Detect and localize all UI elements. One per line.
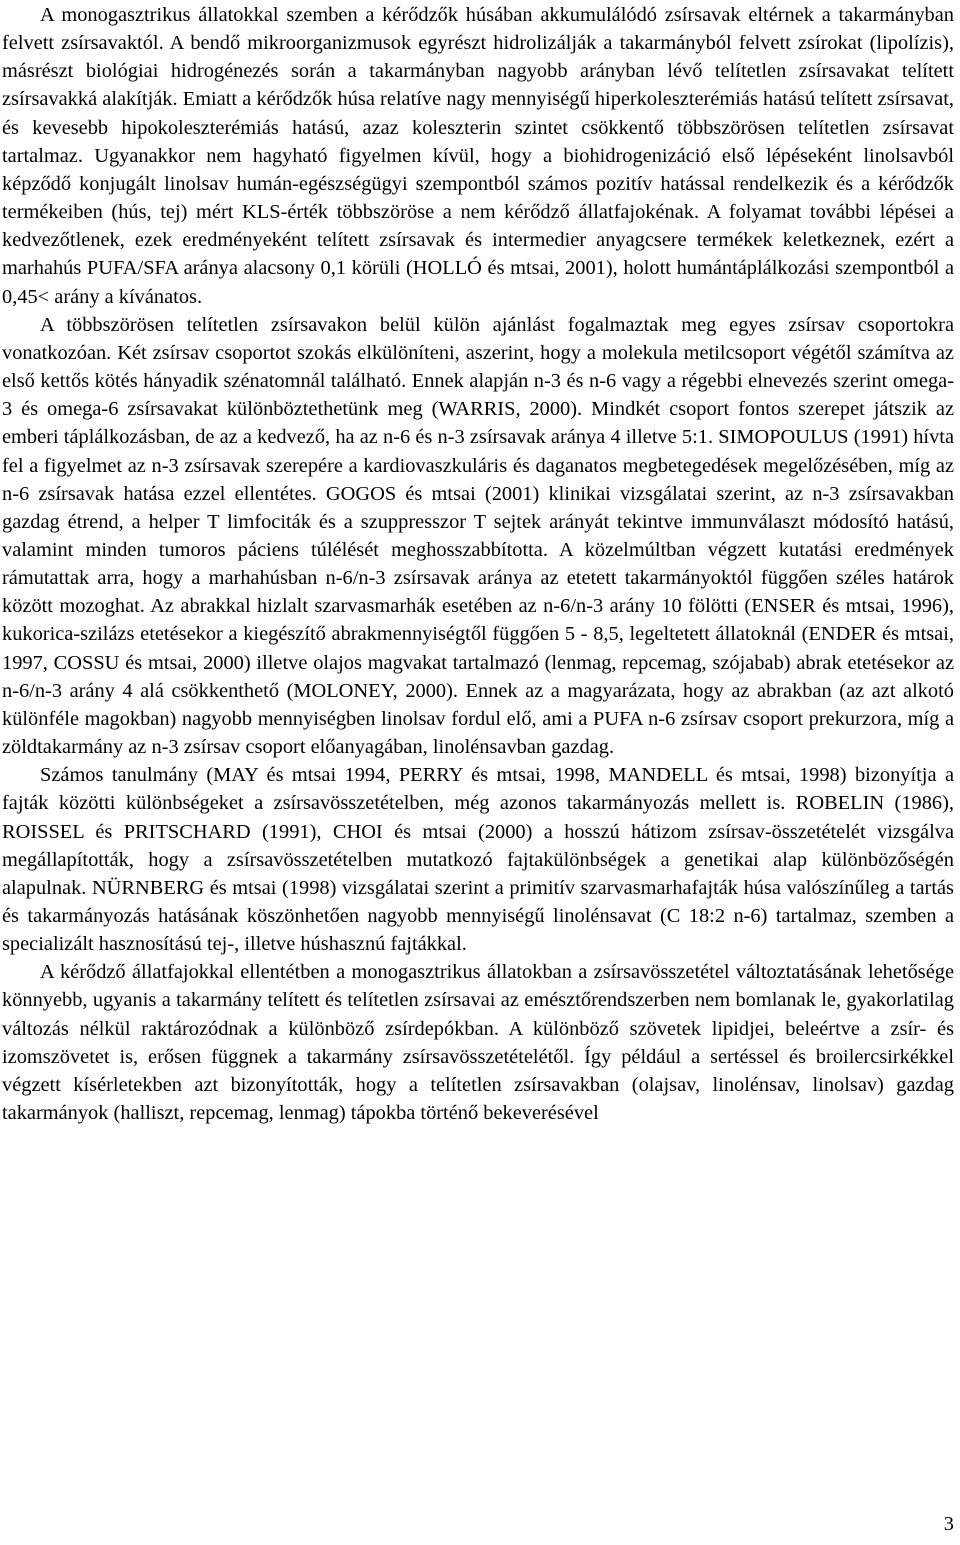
paragraph-breed-differences: Számos tanulmány (MAY és mtsai 1994, PERRY és mtsai, 1998, MANDELL és mtsai, 1998) bizonyítja a fajták közötti különbségeket a zsírsavösszetételben, még azonos takarmányozás mellett is. ROBELIN (1986), ROISSEL és PRITSCHARD (1991), CHOI és mtsai (2000) a hosszú hátizom zsírsav-összetételét vizsgálva megállapították, hogy a zsírsavösszetételben mutatkozó fajtakülönbségek a genetikai alap különbözőségén alapulnak. NÜRNBERG és mtsai (1998) vizsgálatai szerint a primitív szarvasmarhafajták húsa valószínűleg a tartás és takarmányozás hatásának köszönhetően nagyobb mennyiségű linolénsavat (C 18:2 n-6) tartalmaz, szemben a specializált hasznosítású tej-, illetve húshasznú fajtákkal. — [2, 764, 954, 956]
paragraph-polyunsaturated-fatty-acids: A többszörösen telítetlen zsírsavakon belül külön ajánlást fogalmaztak meg egyes zsírsav csoportokra vonatkozóan. Két zsírsav csoportot szokás elkülöníteni, aszerint, hogy a molekula metilcsoport végétől számítva az első kettős kötés hányadik szénatomnál található. Ennek alapján n-3 és n-6 vagy a régebbi elnevezés szerint omega-3 és omega-6 zsírsavakat különböztethetünk meg (WARRIS, 2000). Mindkét csoport fontos szerepet játszik az emberi táplálkozásban, de az a kedvező, ha az n-6 és n-3 zsírsavak aránya 4 illetve 5:1. SIMOPOULUS (1991) hívta fel a figyelmet az n-3 zsírsavak szerepére a kardiovaszkuláris és daganatos megbetegedések megelőzésében, míg az n-6 zsírsavak hatása ezzel ellentétes. GOGOS és mtsai (2001) klinikai vizsgálatai szerint, az n-3 zsírsavakban gazdag étrend, a helper T limfociták és a szuppresszor T sejtek arányát tekintve immunválaszt módosító hatású, valamint minden tumoros páciens túlélését meghosszabbította. A közelmúltban végzett kutatási eredmények rámutattak arra, hogy a marhahúsban n-6/n-3 zsírsavak aránya az etetett takarmányoktól függően széles határok között mozoghat. Az abrakkal hizlalt szarvasmarhák esetében az n-6/n-3 arány 10 fölötti (ENSER és mtsai, 1996), kukorica-szilázs etetésekor a kiegészítő abrakmennyiségtől függően 5 - 8,5, legeltetett állatoknál (ENDER és mtsai, 1997, COSSU és mtsai, 2000) illetve olajos magvakat tartalmazó (lenmag, repcemag, szójabab) abrak etetésekor az n-6/n-3 arány 4 alá csökkenthető (MOLONEY, 2000). Ennek az a magyarázata, hogy az abrakban (az azt alkotó különféle magokban) nagyobb mennyiségben linolsav fordul elő, ami a PUFA n-6 zsírsav csoport prekurzora, míg a zöldtakarmány az n-3 zsírsav csoport előanyagában, linolénsavban gazdag. — [2, 313, 954, 759]
paragraph-monogastric-animals: A kérődző állatfajokkal ellentétben a monogasztrikus állatokban a zsírsavösszetétel változtatásának lehetősége könnyebb, ugyanis a takarmány telített és telítetlen zsírsavai az emésztőrendszerben nem bomlanak le, gyakorlatilag változás nélkül raktározódnak a különböző zsírdepókban. A különböző szövetek lipidjei, beleértve a zsír- és izomszövetet is, erősen függnek a takarmány zsírsavösszetételétől. Így például a sertéssel és broilercsirkékkel végzett kísérletekben azt bizonyították, hogy a telítetlen zsírsavakban (olajsav, linolénsav, linolsav) gazdag takarmányok (halliszt, repcemag, lenmag) tápokba történő bekeverésével — [2, 961, 954, 1125]
paragraph-ruminant-fatty-acids: A monogasztrikus állatokkal szemben a kérődzők húsában akkumulálódó zsírsavak eltérnek a takarmányban felvett zsírsavaktól. A bendő mikroorganizmusok egyrészt hidrolizálják a takarmányból felvett zsírokat (lipolízis), másrészt biológiai hidrogénezés során a takarmányban nagyobb arányban lévő telítetlen zsírsavakat telített zsírsavakká alakítják. Emiatt a kérődzők húsa relatíve nagy mennyiségű hiperkoleszterémiás hatású telített zsírsavat, és kevesebb hipokoleszterémiás hatású, azaz koleszterin szintet csökkentő többszörösen telítetlen zsírsavat tartalmaz. Ugyanakkor nem hagyható figyelmen kívül, hogy a biohidrogenizáció első lépéseként linolsavból képződő konjugált linolsav humán-egészségügyi szempontból számos pozitív hatással rendelkezik és a kérődzők termékeiben (hús, tej) mért KLS-érték többszöröse a nem kérődző állatfajokénak. A folyamat további lépései a kedvezőtlenek, ezek eredményeként telített zsírsavak és intermedier anyagcsere termékek keletkeznek, ezért a marhahús PUFA/SFA aránya alacsony 0,1 körüli (HOLLÓ és mtsai, 2001), holott humántáplálkozási szempontból a 0,45< arány a kívánatos. — [2, 4, 954, 308]
page-number: 3 — [943, 1513, 954, 1535]
